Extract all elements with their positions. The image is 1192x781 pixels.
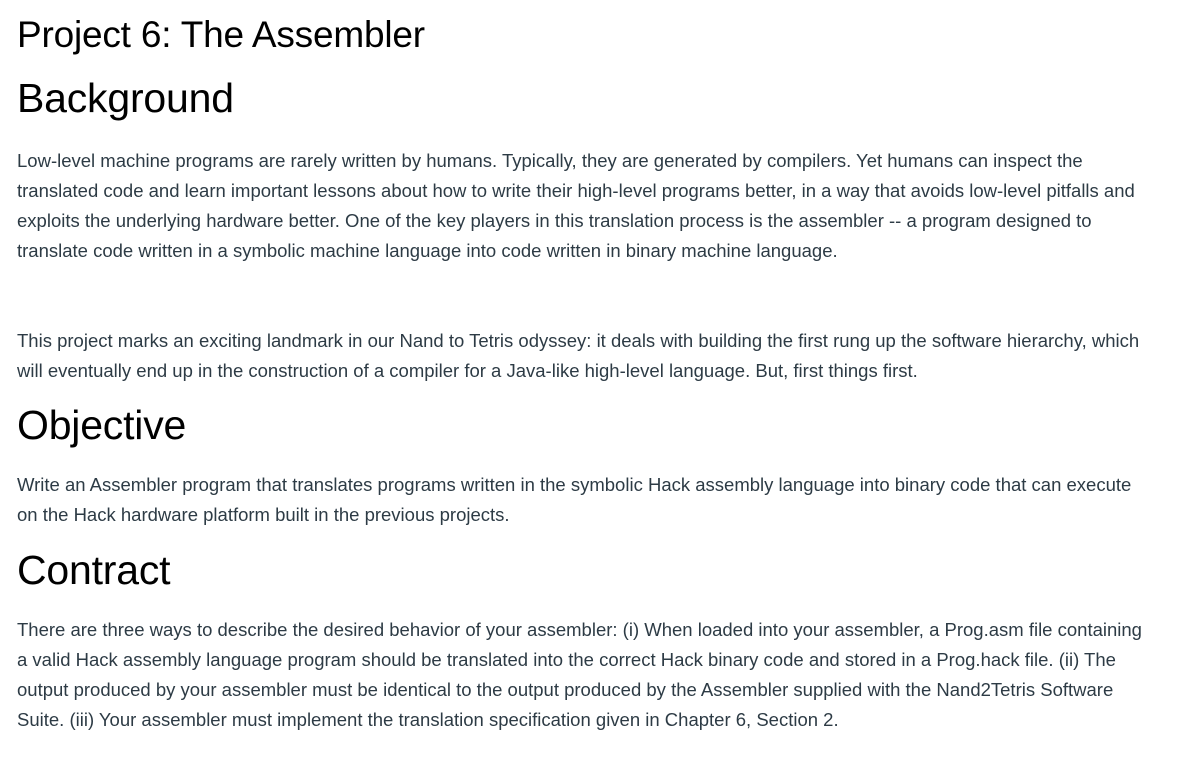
heading-contract: Contract xyxy=(17,547,171,593)
page-title: Project 6: The Assembler xyxy=(17,14,425,55)
objective-paragraph: Write an Assembler program that translates programs written in the symbolic Hack assembly language into binary code that can execute on the Hack hardware platform built in the previous projects. xyxy=(17,474,1132,525)
heading-objective: Objective xyxy=(17,402,187,448)
background-paragraph-2: This project marks an exciting landmark in our Nand to Tetris odyssey: it deals with building the first rung up the software hierarchy, which will eventually end up in the construction of a compiler for a Java-like high-level language. But, first things first. xyxy=(17,330,1140,381)
contract-paragraph: There are three ways to describe the desired behavior of your assembler: (i) When loaded into your assembler, a Prog.asm file containing a valid Hack assembly language program should be translated into the correct Hack binary code and stored in a Prog.hack file. (ii) The output produced by your assembler must be identical to the output produced by the Assembler supplied with the Nand2Tetris Software Suite. (iii) Your assembler must implement the translation specification given in Chapter 6, Section 2. xyxy=(17,619,1142,730)
background-paragraph-1: Low-level machine programs are rarely written by humans. Typically, they are generated by compilers. Yet humans can inspect the translated code and learn important lessons about how to write their high-level programs better, in a way that avoids low-level pitfalls and exploits the underlying hardware better. One of the key players in this translation process is the assembler -- a program designed to translate code written in a symbolic machine language into code written in binary machine language. xyxy=(17,150,1135,261)
heading-background: Background xyxy=(17,75,234,121)
